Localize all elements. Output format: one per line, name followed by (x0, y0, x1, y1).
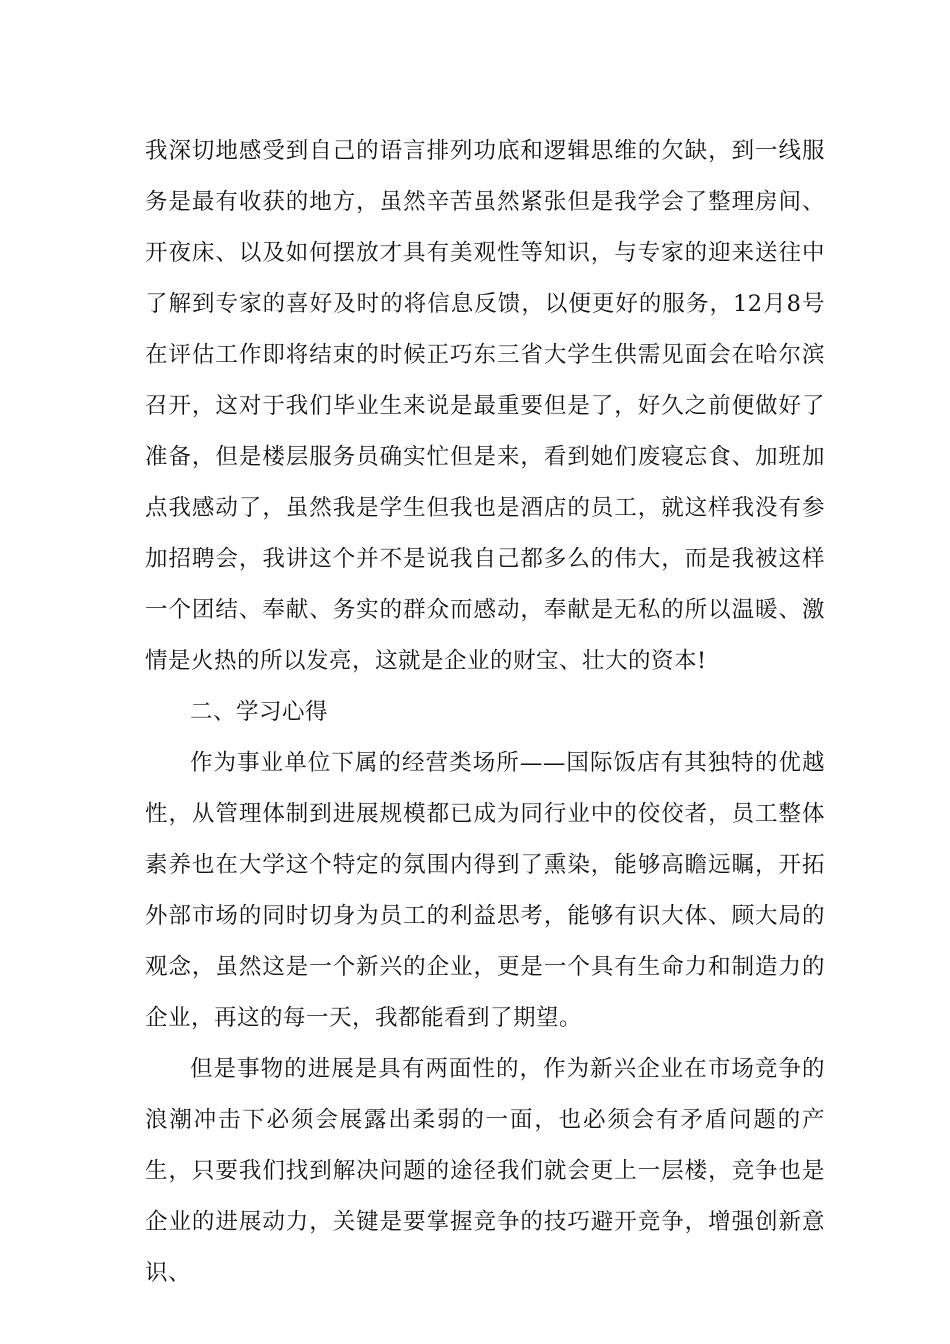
paragraph-hotel-advantages: 作为事业单位下属的经营类场所——国际饭店有其独特的优越性，从管理体制到进展规模都已成为同行业中的佼佼者，员工整体素养也在大学这个特定的氛围内得到了熏染，能够高瞻远瞩，开拓外部市场的同时切身为员工的利益思考，能够有识大体、顾大局的观念，虽然这是一个新兴的企业，更是一个具有生命力和制造力的企业，再这的每一天，我都能看到了期望。 (145, 750, 825, 1031)
paragraph-competition: 但是事物的进展是具有两面性的，作为新兴企业在市场竞争的浪潮冲击下必须会展露出柔弱的一面，也必须会有矛盾问题的产生，只要我们找到解决问题的途径我们就会更上一层楼，竞争也是企业的进展动力，关键是要掌握竞争的技巧避开竞争，增强创新意识、 (145, 1056, 825, 1286)
paragraph-service-experience: 我深切地感受到自己的语言排列功底和逻辑思维的欠缺，到一线服务是最有收获的地方，虽然辛苦虽然紧张但是我学会了整理房间、开夜床、以及如何摆放才具有美观性等知识，与专家的迎来送往中了解到专家的喜好及时的将信息反馈，以便更好的服务，12月8号在评估工作即将结束的时候正巧东三省大学生供需见面会在哈尔滨召开，这对于我们毕业生来说是最重要但是了，好久之前便做好了准备，但是楼层服务员确实忙但是来，看到她们废寝忘食、加班加点我感动了，虽然我是学生但我也是酒店的员工，就这样我没有参加招聘会，我讲这个并不是说我自己都多么的伟大，而是我被这样一个团结、奉献、务实的群众而感动，奉献是无私的所以温暖、激情是火热的所以发亮，这就是企业的财宝、壮大的资本! (145, 138, 825, 674)
section-heading-learning: 二、学习心得 (190, 699, 329, 725)
document-body (145, 126, 825, 1299)
